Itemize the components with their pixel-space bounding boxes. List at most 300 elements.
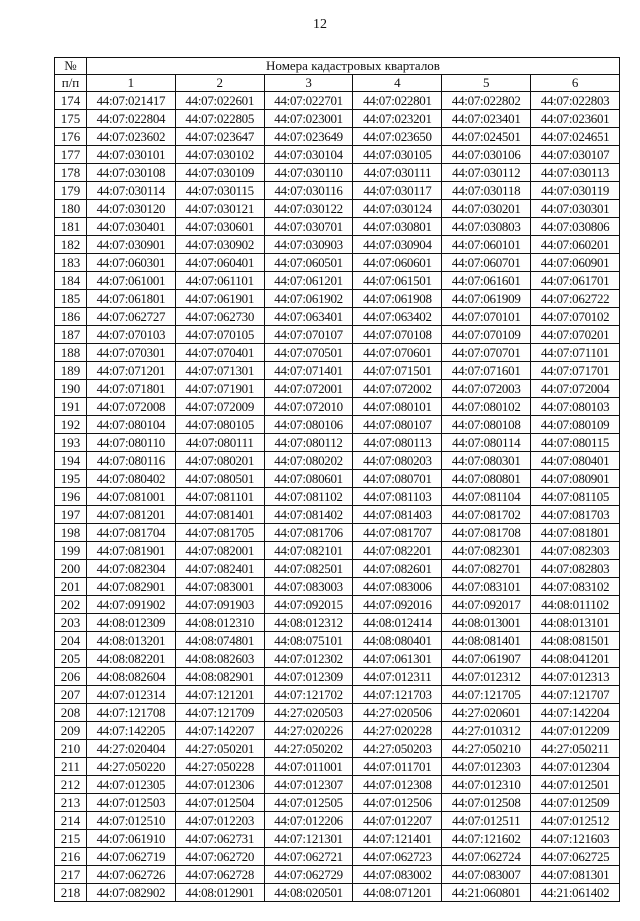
cadastral-number-cell: 44:07:121709 bbox=[175, 704, 264, 722]
cadastral-number-cell: 44:07:070109 bbox=[442, 326, 531, 344]
cadastral-number-cell: 44:07:080203 bbox=[353, 452, 442, 470]
cadastral-number-cell: 44:07:061201 bbox=[264, 272, 353, 290]
cadastral-number-cell: 44:07:121702 bbox=[264, 686, 353, 704]
cadastral-number-cell: 44:07:024501 bbox=[442, 128, 531, 146]
table-row bbox=[55, 488, 620, 506]
cadastral-number-cell: 44:08:082901 bbox=[175, 668, 264, 686]
cadastral-number-cell: 44:07:072009 bbox=[175, 398, 264, 416]
cadastral-number-cell: 44:07:030102 bbox=[175, 146, 264, 164]
table-row bbox=[55, 308, 620, 326]
cadastral-number-cell: 44:07:012309 bbox=[264, 668, 353, 686]
cadastral-number-cell: 44:07:071301 bbox=[175, 362, 264, 380]
cadastral-number-cell: 44:07:030601 bbox=[175, 218, 264, 236]
cadastral-number-cell: 44:07:080108 bbox=[442, 416, 531, 434]
cadastral-number-cell: 44:07:061901 bbox=[175, 290, 264, 308]
cadastral-number-cell: 44:07:061902 bbox=[264, 290, 353, 308]
row-number-cell: 195 bbox=[55, 470, 87, 488]
cadastral-number-cell: 44:07:012506 bbox=[353, 794, 442, 812]
row-number-cell: 203 bbox=[55, 614, 87, 632]
table-row bbox=[55, 578, 620, 596]
cadastral-number-cell: 44:07:062730 bbox=[175, 308, 264, 326]
cadastral-number-cell: 44:07:012207 bbox=[353, 812, 442, 830]
cadastral-number-cell: 44:07:060601 bbox=[353, 254, 442, 272]
cadastral-number-cell: 44:07:080110 bbox=[87, 434, 176, 452]
table-row bbox=[55, 254, 620, 272]
row-number-cell: 204 bbox=[55, 632, 87, 650]
row-number-cell: 214 bbox=[55, 812, 87, 830]
cadastral-number-cell: 44:07:081402 bbox=[264, 506, 353, 524]
cadastral-number-cell: 44:07:061907 bbox=[442, 650, 531, 668]
cadastral-number-cell: 44:07:030104 bbox=[264, 146, 353, 164]
table-row bbox=[55, 182, 620, 200]
cadastral-number-cell: 44:07:030116 bbox=[264, 182, 353, 200]
cadastral-number-cell: 44:07:030806 bbox=[531, 218, 620, 236]
cadastral-number-cell: 44:07:072001 bbox=[264, 380, 353, 398]
cadastral-number-cell: 44:07:062731 bbox=[175, 830, 264, 848]
cadastral-number-cell: 44:07:062727 bbox=[87, 308, 176, 326]
cadastral-number-cell: 44:07:081703 bbox=[531, 506, 620, 524]
cadastral-number-cell: 44:07:023001 bbox=[264, 110, 353, 128]
cadastral-number-cell: 44:08:011102 bbox=[531, 596, 620, 614]
cadastral-number-cell: 44:07:082601 bbox=[353, 560, 442, 578]
cadastral-number-cell: 44:07:071801 bbox=[87, 380, 176, 398]
cadastral-number-cell: 44:07:012303 bbox=[442, 758, 531, 776]
cadastral-number-cell: 44:07:080113 bbox=[353, 434, 442, 452]
cadastral-number-cell: 44:07:030105 bbox=[353, 146, 442, 164]
row-number-cell: 177 bbox=[55, 146, 87, 164]
table-row bbox=[55, 416, 620, 434]
cadastral-number-cell: 44:07:012306 bbox=[175, 776, 264, 794]
cadastral-number-cell: 44:07:061701 bbox=[531, 272, 620, 290]
row-number-cell: 184 bbox=[55, 272, 87, 290]
table-row bbox=[55, 758, 620, 776]
table-row bbox=[55, 830, 620, 848]
cadastral-number-cell: 44:07:080401 bbox=[531, 452, 620, 470]
cadastral-number-cell: 44:08:071201 bbox=[353, 884, 442, 902]
table-row bbox=[55, 668, 620, 686]
table-row bbox=[55, 236, 620, 254]
cadastral-number-cell: 44:07:070601 bbox=[353, 344, 442, 362]
cadastral-number-cell: 44:07:061909 bbox=[442, 290, 531, 308]
cadastral-number-cell: 44:07:142205 bbox=[87, 722, 176, 740]
cadastral-number-cell: 44:08:013201 bbox=[87, 632, 176, 650]
cadastral-number-cell: 44:08:082603 bbox=[175, 650, 264, 668]
cadastral-number-cell: 44:07:080103 bbox=[531, 398, 620, 416]
row-number-cell: 188 bbox=[55, 344, 87, 362]
cadastral-number-cell: 44:07:080107 bbox=[353, 416, 442, 434]
row-number-cell: 202 bbox=[55, 596, 87, 614]
row-number-cell: 205 bbox=[55, 650, 87, 668]
cadastral-number-cell: 44:08:082201 bbox=[87, 650, 176, 668]
cadastral-number-cell: 44:07:082304 bbox=[87, 560, 176, 578]
cadastral-number-cell: 44:07:070701 bbox=[442, 344, 531, 362]
cadastral-number-cell: 44:07:070102 bbox=[531, 308, 620, 326]
cadastral-number-cell: 44:07:060401 bbox=[175, 254, 264, 272]
column-header-1: 1 bbox=[87, 75, 176, 92]
cadastral-number-cell: 44:07:081105 bbox=[531, 488, 620, 506]
cadastral-number-cell: 44:07:061910 bbox=[87, 830, 176, 848]
cadastral-number-cell: 44:27:050203 bbox=[353, 740, 442, 758]
cadastral-number-cell: 44:07:081708 bbox=[442, 524, 531, 542]
cadastral-number-cell: 44:07:080202 bbox=[264, 452, 353, 470]
cadastral-number-cell: 44:07:022805 bbox=[175, 110, 264, 128]
row-number-cell: 183 bbox=[55, 254, 87, 272]
cadastral-number-cell: 44:07:022601 bbox=[175, 92, 264, 110]
table-row bbox=[55, 776, 620, 794]
cadastral-number-cell: 44:07:091902 bbox=[87, 596, 176, 614]
cadastral-number-cell: 44:07:062719 bbox=[87, 848, 176, 866]
cadastral-number-cell: 44:07:023201 bbox=[353, 110, 442, 128]
cadastral-number-cell: 44:07:062724 bbox=[442, 848, 531, 866]
cadastral-number-cell: 44:07:072003 bbox=[442, 380, 531, 398]
cadastral-number-cell: 44:07:023601 bbox=[531, 110, 620, 128]
cadastral-number-cell: 44:07:062726 bbox=[87, 866, 176, 884]
table-row bbox=[55, 164, 620, 182]
cadastral-number-cell: 44:07:083003 bbox=[264, 578, 353, 596]
cadastral-number-cell: 44:27:050202 bbox=[264, 740, 353, 758]
cadastral-number-cell: 44:07:142204 bbox=[531, 704, 620, 722]
column-header-5: 5 bbox=[442, 75, 531, 92]
table-row bbox=[55, 218, 620, 236]
cadastral-number-cell: 44:07:012308 bbox=[353, 776, 442, 794]
cadastral-number-cell: 44:07:012206 bbox=[264, 812, 353, 830]
cadastral-number-cell: 44:27:010312 bbox=[442, 722, 531, 740]
row-number-cell: 210 bbox=[55, 740, 87, 758]
cadastral-number-cell: 44:07:022802 bbox=[442, 92, 531, 110]
cadastral-number-cell: 44:07:012509 bbox=[531, 794, 620, 812]
cadastral-number-cell: 44:07:072010 bbox=[264, 398, 353, 416]
column-header-2: 2 bbox=[175, 75, 264, 92]
cadastral-number-cell: 44:07:012314 bbox=[87, 686, 176, 704]
cadastral-number-cell: 44:07:030114 bbox=[87, 182, 176, 200]
cadastral-number-cell: 44:27:020503 bbox=[264, 704, 353, 722]
cadastral-number-cell: 44:07:062725 bbox=[531, 848, 620, 866]
cadastral-number-cell: 44:07:080301 bbox=[442, 452, 531, 470]
cadastral-number-cell: 44:07:081401 bbox=[175, 506, 264, 524]
cadastral-number-cell: 44:27:020404 bbox=[87, 740, 176, 758]
cadastral-number-cell: 44:07:071201 bbox=[87, 362, 176, 380]
row-number-cell: 191 bbox=[55, 398, 87, 416]
cadastral-number-cell: 44:27:050220 bbox=[87, 758, 176, 776]
cadastral-number-cell: 44:07:080102 bbox=[442, 398, 531, 416]
cadastral-number-cell: 44:07:081103 bbox=[353, 488, 442, 506]
table-row bbox=[55, 290, 620, 308]
cadastral-number-cell: 44:27:020226 bbox=[264, 722, 353, 740]
row-number-cell: 212 bbox=[55, 776, 87, 794]
cadastral-number-cell: 44:07:030901 bbox=[87, 236, 176, 254]
cadastral-number-cell: 44:07:080801 bbox=[442, 470, 531, 488]
cadastral-number-cell: 44:07:121201 bbox=[175, 686, 264, 704]
row-number-cell: 217 bbox=[55, 866, 87, 884]
cadastral-number-cell: 44:07:012312 bbox=[442, 668, 531, 686]
cadastral-number-cell: 44:07:080112 bbox=[264, 434, 353, 452]
row-number-cell: 186 bbox=[55, 308, 87, 326]
cadastral-number-cell: 44:07:022804 bbox=[87, 110, 176, 128]
cadastral-number-cell: 44:07:081704 bbox=[87, 524, 176, 542]
table-row bbox=[55, 740, 620, 758]
cadastral-number-cell: 44:07:012311 bbox=[353, 668, 442, 686]
cadastral-number-cell: 44:07:030112 bbox=[442, 164, 531, 182]
cadastral-number-cell: 44:27:020228 bbox=[353, 722, 442, 740]
cadastral-number-cell: 44:07:063401 bbox=[264, 308, 353, 326]
row-number-cell: 176 bbox=[55, 128, 87, 146]
cadastral-number-cell: 44:07:080104 bbox=[87, 416, 176, 434]
row-number-cell: 193 bbox=[55, 434, 87, 452]
cadastral-number-cell: 44:07:080115 bbox=[531, 434, 620, 452]
row-number-cell: 187 bbox=[55, 326, 87, 344]
cadastral-number-cell: 44:07:030115 bbox=[175, 182, 264, 200]
cadastral-number-cell: 44:08:012309 bbox=[87, 614, 176, 632]
cadastral-number-cell: 44:07:062722 bbox=[531, 290, 620, 308]
cadastral-number-cell: 44:07:012304 bbox=[531, 758, 620, 776]
cadastral-number-cell: 44:27:020601 bbox=[442, 704, 531, 722]
table-row bbox=[55, 146, 620, 164]
cadastral-number-cell: 44:07:092017 bbox=[442, 596, 531, 614]
cadastral-number-cell: 44:08:041201 bbox=[531, 650, 620, 668]
row-number-cell: 199 bbox=[55, 542, 87, 560]
cadastral-number-cell: 44:07:081705 bbox=[175, 524, 264, 542]
cadastral-number-cell: 44:07:012501 bbox=[531, 776, 620, 794]
cadastral-number-cell: 44:07:030108 bbox=[87, 164, 176, 182]
cadastral-number-cell: 44:07:080402 bbox=[87, 470, 176, 488]
cadastral-number-cell: 44:07:070107 bbox=[264, 326, 353, 344]
cadastral-number-cell: 44:07:023650 bbox=[353, 128, 442, 146]
cadastral-number-cell: 44:07:070105 bbox=[175, 326, 264, 344]
cadastral-number-cell: 44:07:012203 bbox=[175, 812, 264, 830]
cadastral-number-cell: 44:07:012307 bbox=[264, 776, 353, 794]
cadastral-number-cell: 44:08:012414 bbox=[353, 614, 442, 632]
cadastral-number-cell: 44:07:121603 bbox=[531, 830, 620, 848]
cadastral-number-cell: 44:07:080105 bbox=[175, 416, 264, 434]
table-row bbox=[55, 632, 620, 650]
row-number-cell: 190 bbox=[55, 380, 87, 398]
cadastral-number-cell: 44:07:082501 bbox=[264, 560, 353, 578]
cadastral-number-cell: 44:07:082101 bbox=[264, 542, 353, 560]
cadastral-number-cell: 44:07:060901 bbox=[531, 254, 620, 272]
cadastral-number-cell: 44:08:075101 bbox=[264, 632, 353, 650]
table-row bbox=[55, 794, 620, 812]
table-row bbox=[55, 812, 620, 830]
cadastral-number-cell: 44:07:081706 bbox=[264, 524, 353, 542]
cadastral-number-cell: 44:07:030107 bbox=[531, 146, 620, 164]
header-row-sub bbox=[55, 75, 620, 92]
table-row bbox=[55, 650, 620, 668]
cadastral-number-cell: 44:07:060701 bbox=[442, 254, 531, 272]
cadastral-number-cell: 44:07:022701 bbox=[264, 92, 353, 110]
cadastral-number-cell: 44:07:012505 bbox=[264, 794, 353, 812]
cadastral-number-cell: 44:07:012512 bbox=[531, 812, 620, 830]
table-row bbox=[55, 848, 620, 866]
cadastral-number-cell: 44:07:072008 bbox=[87, 398, 176, 416]
cadastral-number-cell: 44:07:030122 bbox=[264, 200, 353, 218]
cadastral-number-cell: 44:07:030110 bbox=[264, 164, 353, 182]
header-num-sign: № bbox=[55, 58, 87, 75]
cadastral-number-cell: 44:07:030902 bbox=[175, 236, 264, 254]
table-row bbox=[55, 92, 620, 110]
cadastral-number-cell: 44:07:082401 bbox=[175, 560, 264, 578]
table-row bbox=[55, 614, 620, 632]
cadastral-number-cell: 44:07:070201 bbox=[531, 326, 620, 344]
cadastral-number-cell: 44:07:083102 bbox=[531, 578, 620, 596]
cadastral-number-cell: 44:07:012504 bbox=[175, 794, 264, 812]
cadastral-number-cell: 44:08:013101 bbox=[531, 614, 620, 632]
row-number-cell: 175 bbox=[55, 110, 87, 128]
cadastral-number-cell: 44:08:012901 bbox=[175, 884, 264, 902]
cadastral-number-cell: 44:07:030119 bbox=[531, 182, 620, 200]
cadastral-number-cell: 44:21:060801 bbox=[442, 884, 531, 902]
cadastral-number-cell: 44:08:012310 bbox=[175, 614, 264, 632]
row-number-cell: 180 bbox=[55, 200, 87, 218]
cadastral-number-cell: 44:07:080101 bbox=[353, 398, 442, 416]
cadastral-number-cell: 44:07:082303 bbox=[531, 542, 620, 560]
cadastral-number-cell: 44:07:080106 bbox=[264, 416, 353, 434]
row-number-cell: 207 bbox=[55, 686, 87, 704]
cadastral-number-cell: 44:07:081301 bbox=[531, 866, 620, 884]
cadastral-number-cell: 44:07:012510 bbox=[87, 812, 176, 830]
cadastral-number-cell: 44:07:062723 bbox=[353, 848, 442, 866]
cadastral-number-cell: 44:07:061001 bbox=[87, 272, 176, 290]
cadastral-number-cell: 44:07:012508 bbox=[442, 794, 531, 812]
header-group-title: Номера кадастровых кварталов bbox=[87, 58, 620, 75]
row-number-cell: 178 bbox=[55, 164, 87, 182]
cadastral-number-cell: 44:07:030121 bbox=[175, 200, 264, 218]
cadastral-number-cell: 44:07:012310 bbox=[442, 776, 531, 794]
table-row bbox=[55, 434, 620, 452]
table-row bbox=[55, 362, 620, 380]
cadastral-number-cell: 44:07:030124 bbox=[353, 200, 442, 218]
cadastral-number-cell: 44:27:050211 bbox=[531, 740, 620, 758]
cadastral-number-cell: 44:07:121401 bbox=[353, 830, 442, 848]
table-row bbox=[55, 470, 620, 488]
row-number-cell: 185 bbox=[55, 290, 87, 308]
cadastral-number-cell: 44:07:142207 bbox=[175, 722, 264, 740]
row-number-cell: 192 bbox=[55, 416, 87, 434]
cadastral-number-cell: 44:07:080201 bbox=[175, 452, 264, 470]
cadastral-number-cell: 44:07:062720 bbox=[175, 848, 264, 866]
row-number-cell: 200 bbox=[55, 560, 87, 578]
cadastral-number-cell: 44:07:022801 bbox=[353, 92, 442, 110]
page-number: 12 bbox=[313, 17, 327, 32]
cadastral-number-cell: 44:07:081001 bbox=[87, 488, 176, 506]
cadastral-number-cell: 44:07:030301 bbox=[531, 200, 620, 218]
cadastral-number-cell: 44:07:080501 bbox=[175, 470, 264, 488]
cadastral-number-cell: 44:07:080601 bbox=[264, 470, 353, 488]
cadastral-number-cell: 44:21:061402 bbox=[531, 884, 620, 902]
row-number-cell: 218 bbox=[55, 884, 87, 902]
cadastral-number-cell: 44:07:030803 bbox=[442, 218, 531, 236]
cadastral-number-cell: 44:07:081901 bbox=[87, 542, 176, 560]
table-row bbox=[55, 128, 620, 146]
row-number-cell: 197 bbox=[55, 506, 87, 524]
table-row bbox=[55, 704, 620, 722]
cadastral-number-cell: 44:07:030701 bbox=[264, 218, 353, 236]
cadastral-number-cell: 44:07:080901 bbox=[531, 470, 620, 488]
cadastral-number-cell: 44:07:072004 bbox=[531, 380, 620, 398]
table-row bbox=[55, 344, 620, 362]
cadastral-number-cell: 44:07:060301 bbox=[87, 254, 176, 272]
cadastral-number-cell: 44:07:083101 bbox=[442, 578, 531, 596]
cadastral-number-cell: 44:07:092015 bbox=[264, 596, 353, 614]
table-row bbox=[55, 506, 620, 524]
cadastral-number-cell: 44:07:061501 bbox=[353, 272, 442, 290]
cadastral-number-cell: 44:07:061908 bbox=[353, 290, 442, 308]
cadastral-number-cell: 44:07:121301 bbox=[264, 830, 353, 848]
cadastral-number-cell: 44:07:121703 bbox=[353, 686, 442, 704]
cadastral-number-cell: 44:07:070501 bbox=[264, 344, 353, 362]
cadastral-number-cell: 44:07:071101 bbox=[531, 344, 620, 362]
table-row bbox=[55, 326, 620, 344]
table-row bbox=[55, 722, 620, 740]
cadastral-number-cell: 44:07:030904 bbox=[353, 236, 442, 254]
cadastral-number-cell: 44:08:074801 bbox=[175, 632, 264, 650]
cadastral-number-cell: 44:07:023647 bbox=[175, 128, 264, 146]
cadastral-number-cell: 44:07:083007 bbox=[442, 866, 531, 884]
cadastral-number-cell: 44:07:081702 bbox=[442, 506, 531, 524]
cadastral-number-cell: 44:07:030113 bbox=[531, 164, 620, 182]
column-header-6: 6 bbox=[531, 75, 620, 92]
cadastral-number-cell: 44:08:012312 bbox=[264, 614, 353, 632]
cadastral-number-cell: 44:08:082604 bbox=[87, 668, 176, 686]
cadastral-number-cell: 44:07:024651 bbox=[531, 128, 620, 146]
cadastral-number-cell: 44:07:012511 bbox=[442, 812, 531, 830]
cadastral-number-cell: 44:07:080701 bbox=[353, 470, 442, 488]
row-number-cell: 216 bbox=[55, 848, 87, 866]
cadastral-number-cell: 44:07:061601 bbox=[442, 272, 531, 290]
cadastral-number-cell: 44:07:071601 bbox=[442, 362, 531, 380]
cadastral-number-cell: 44:07:071401 bbox=[264, 362, 353, 380]
cadastral-number-cell: 44:07:071501 bbox=[353, 362, 442, 380]
cadastral-number-cell: 44:07:012503 bbox=[87, 794, 176, 812]
cadastral-number-cell: 44:07:080111 bbox=[175, 434, 264, 452]
cadastral-number-cell: 44:07:011001 bbox=[264, 758, 353, 776]
cadastral-number-cell: 44:07:030101 bbox=[87, 146, 176, 164]
cadastral-number-cell: 44:07:081707 bbox=[353, 524, 442, 542]
row-number-cell: 181 bbox=[55, 218, 87, 236]
cadastral-number-cell: 44:07:030401 bbox=[87, 218, 176, 236]
row-number-cell: 196 bbox=[55, 488, 87, 506]
table-row bbox=[55, 686, 620, 704]
cadastral-number-cell: 44:07:030903 bbox=[264, 236, 353, 254]
cadastral-number-cell: 44:07:091903 bbox=[175, 596, 264, 614]
cadastral-number-cell: 44:07:082902 bbox=[87, 884, 176, 902]
row-number-cell: 211 bbox=[55, 758, 87, 776]
cadastral-number-cell: 44:07:080114 bbox=[442, 434, 531, 452]
cadastral-number-cell: 44:07:012302 bbox=[264, 650, 353, 668]
table-body bbox=[55, 92, 620, 902]
cadastral-number-cell: 44:08:081401 bbox=[442, 632, 531, 650]
row-number-cell: 194 bbox=[55, 452, 87, 470]
cadastral-number-cell: 44:27:050201 bbox=[175, 740, 264, 758]
cadastral-number-cell: 44:07:121707 bbox=[531, 686, 620, 704]
cadastral-number-cell: 44:07:030117 bbox=[353, 182, 442, 200]
cadastral-number-cell: 44:07:082701 bbox=[442, 560, 531, 578]
cadastral-number-cell: 44:07:121705 bbox=[442, 686, 531, 704]
table-row bbox=[55, 560, 620, 578]
cadastral-number-cell: 44:07:082201 bbox=[353, 542, 442, 560]
cadastral-number-cell: 44:08:020501 bbox=[264, 884, 353, 902]
cadastral-number-cell: 44:07:081104 bbox=[442, 488, 531, 506]
cadastral-number-cell: 44:07:012209 bbox=[531, 722, 620, 740]
cadastral-number-cell: 44:07:070101 bbox=[442, 308, 531, 326]
cadastral-number-cell: 44:07:082803 bbox=[531, 560, 620, 578]
row-number-cell: 208 bbox=[55, 704, 87, 722]
cadastral-number-cell: 44:07:012313 bbox=[531, 668, 620, 686]
cadastral-number-cell: 44:07:012305 bbox=[87, 776, 176, 794]
cadastral-number-cell: 44:07:070108 bbox=[353, 326, 442, 344]
cadastral-number-cell: 44:27:050228 bbox=[175, 758, 264, 776]
cadastral-number-cell: 44:07:061301 bbox=[353, 650, 442, 668]
row-number-cell: 198 bbox=[55, 524, 87, 542]
